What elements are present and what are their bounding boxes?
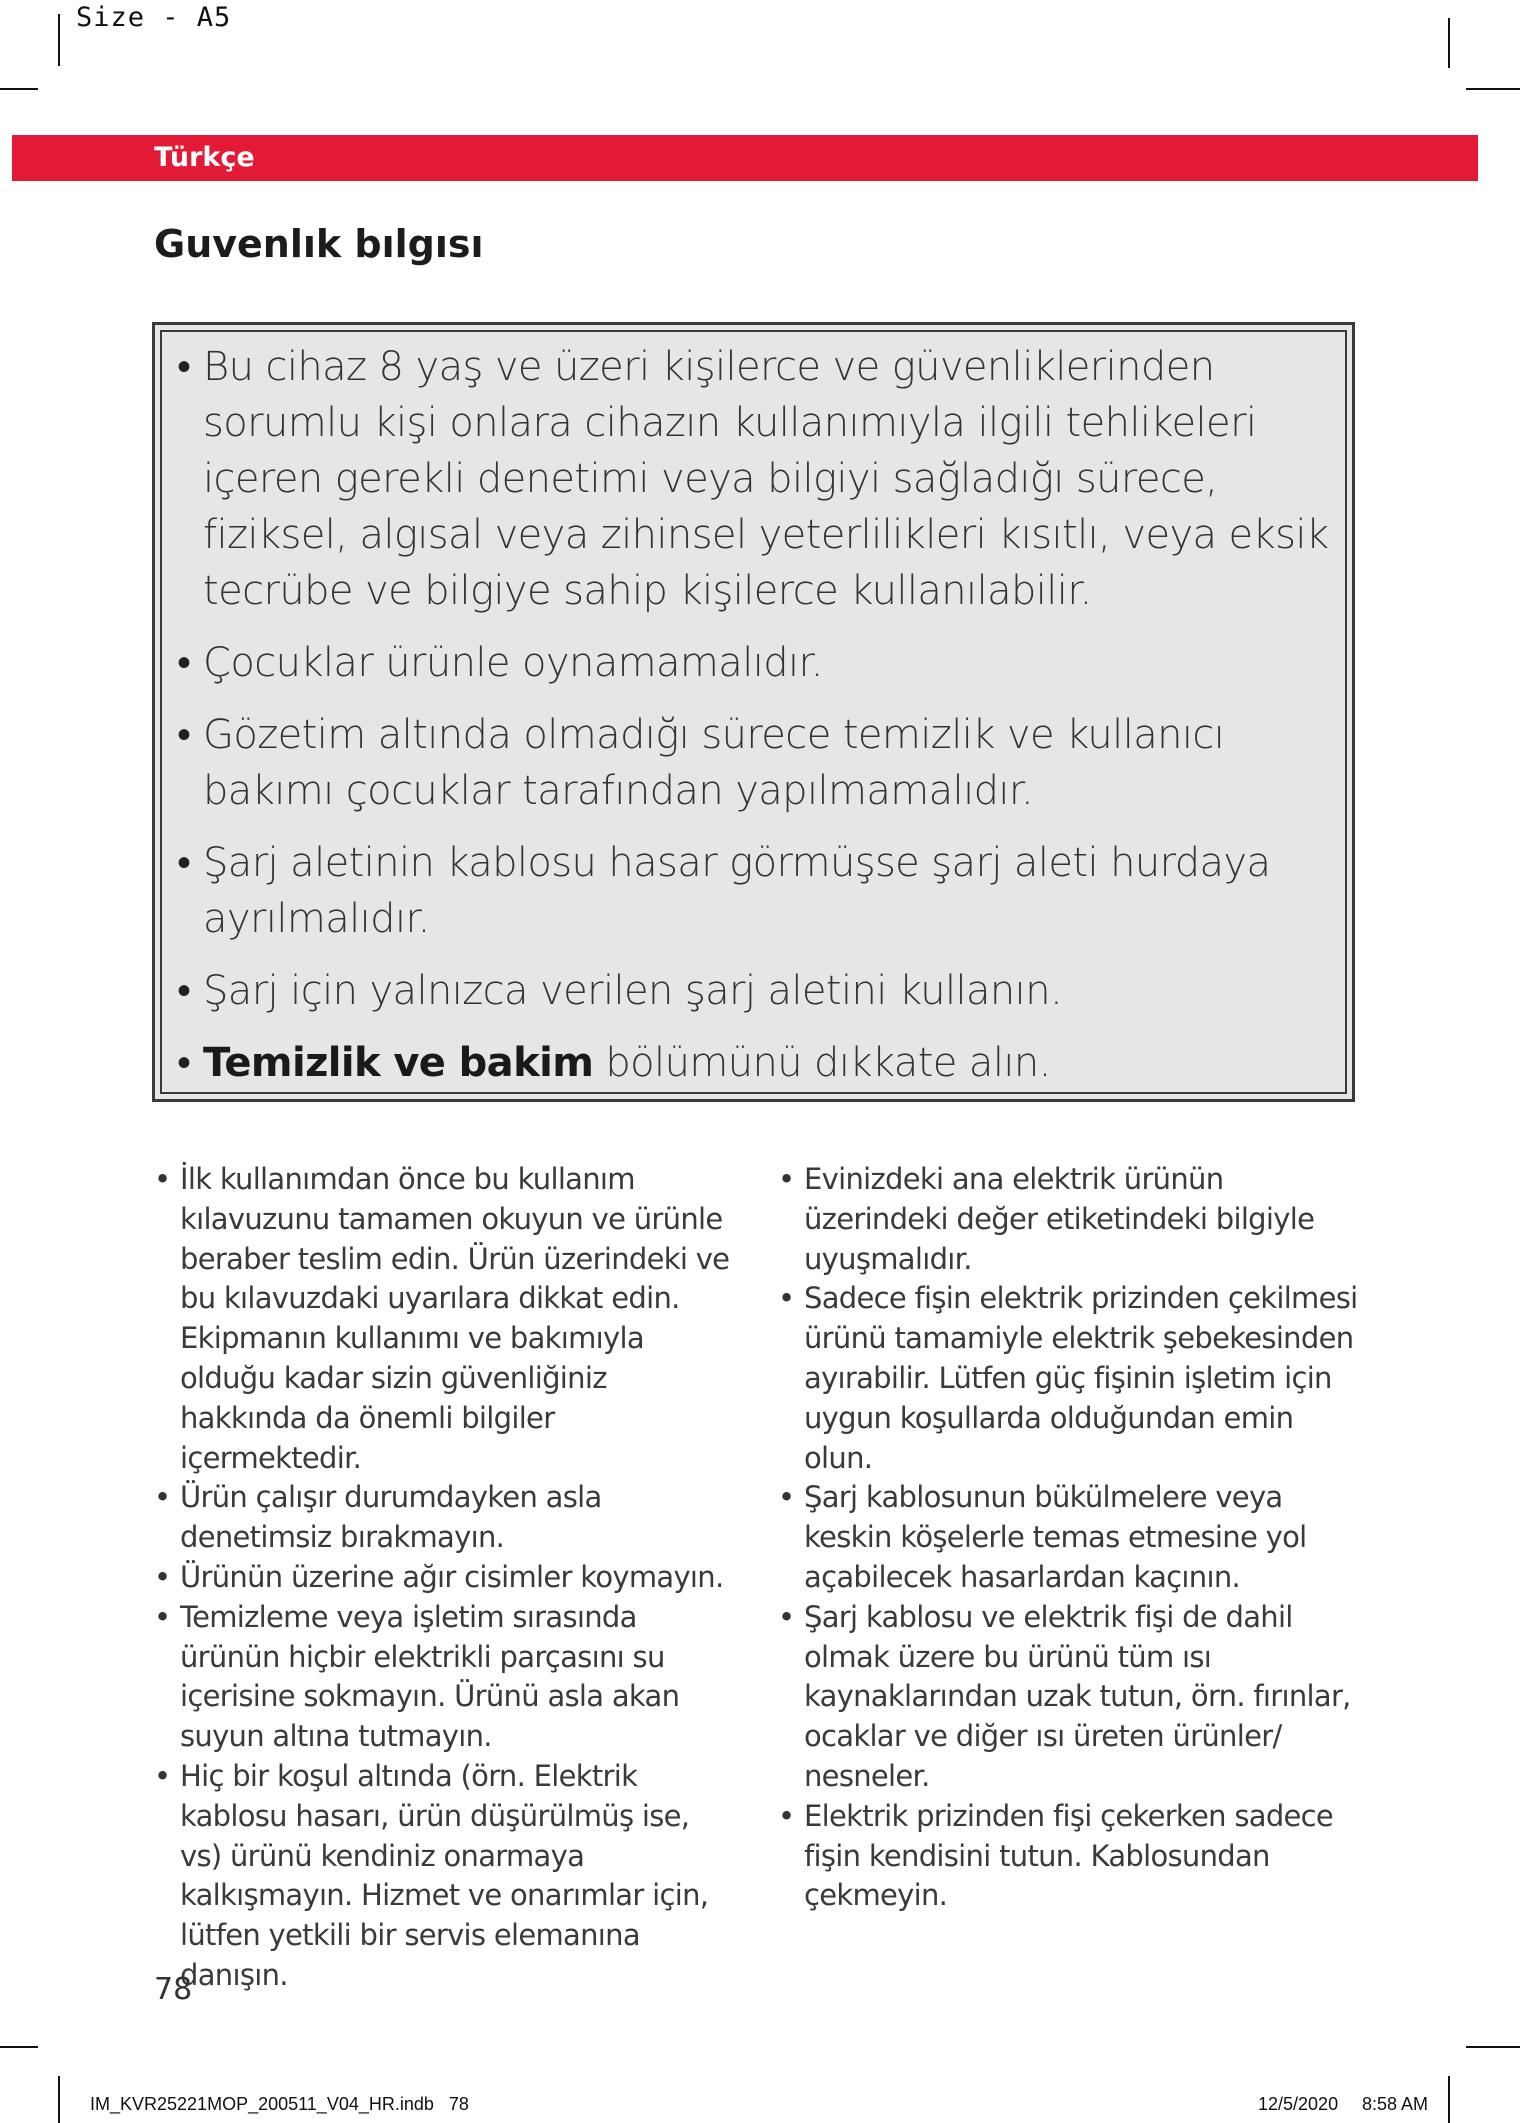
instruction-item: • İlk kullanımdan önce bu kullanım kılavuzunu tamamen okuyun ve ürünle beraber teslim edin. Ürün üzerindeki ve bu kılavuzdaki uyarılara dikkat edin. Ekipmanın kullanımı ve bakımıyla olduğu kadar sizin güvenliğiniz hakkında da önemli bilgiler içermektedir. — [154, 1160, 739, 1478]
warning-item: • Şarj aletinin kablosu hasar görmüşse şarj aleti hurdaya ayrılmalıdır. — [177, 835, 1332, 947]
crop-mark-bottom-left-vertical — [58, 2076, 60, 2123]
warning-item-last — [177, 1035, 1332, 1091]
crop-mark-top-left-vertical — [58, 14, 60, 66]
footer-time: 8:58 AM — [1362, 2094, 1429, 2114]
warning-item: • Bu cihaz 8 yaş ve üzeri kişilerce ve güvenliklerinden sorumlu kişi onlara cihazın kullanımıyla ilgili tehlikeleri içeren gerekli denetimi veya bilgiyi sağladığı sürece, fiziksel, algısal veya zihinsel yeterlilikleri kısıtlı, veya eksik tecrübe ve bilgiye sahip kişilerce kullanılabilir. — [177, 339, 1332, 619]
warning-item: • Gözetim altında olmadığı sürece temizlik ve kullanıcı bakımı çocuklar tarafından yapılmamalıdır. — [177, 707, 1332, 819]
instruction-item: • Sadece fişin elektrik prizinden çekilmesi ürünü tamamiyle elektrik şebekesinden ayırabilir. Lütfen güç fişinin işletim için uygun koşullarda olduğundan emin olun. — [778, 1279, 1363, 1478]
instruction-item: • Ürün çalışır durumdayken asla denetimsiz bırakmayın. — [154, 1478, 739, 1558]
left-instruction-column — [154, 1160, 739, 1996]
safety-warning-box — [152, 322, 1355, 1102]
instruction-item: • Ürünün üzerine ağır cisimler koymayın. — [154, 1558, 739, 1598]
crop-mark-bottom-right-vertical — [1448, 2076, 1450, 2123]
instruction-item: • Hiç bir koşul altında (örn. Elektrik kablosu hasarı, ürün düşürülmüş ise, vs) ürünü kendiniz onarmaya kalkışmayın. Hizmet ve onarımlar için, lütfen yetkili bir servis elemanına danışın. — [154, 1757, 739, 1996]
language-band — [12, 135, 1478, 181]
crop-mark-bottom-right-horizontal — [1466, 2046, 1520, 2048]
instruction-item: • Şarj kablosu ve elektrik fişi de dahil olmak üzere bu ürünü tüm ısı kaynaklarından uzak tutun, örn. fırınlar, ocaklar ve diğer ısı üreten ürünler/ nesneler. — [778, 1598, 1363, 1797]
page-number: 78 — [154, 1972, 193, 2007]
footer-date: 12/5/2020 — [1258, 2094, 1339, 2114]
instruction-item: • Temizleme veya işletim sırasında ürünün hiçbir elektrikli parçasını su içerisine sokmayın. Ürünü asla akan suyun altına tutmayın. — [154, 1598, 739, 1757]
warning-item-bold-ref: Temizlik ve bakim — [203, 1040, 594, 1086]
instruction-item: • Evinizdeki ana elektrik ürünün üzerindeki değer etiketindeki bilgiyle uyuşmalıdır. — [778, 1160, 1363, 1279]
instruction-item: • Elektrik prizinden fişi çekerken sadece fişin kendisini tutun. Kablosundan çekmeyin. — [778, 1797, 1363, 1916]
crop-mark-top-left-horizontal — [0, 88, 38, 90]
crop-mark-bottom-left-horizontal — [0, 2046, 38, 2048]
right-instruction-column — [778, 1160, 1363, 1916]
section-title: Guvenlık bılgısı — [154, 222, 484, 266]
instruction-item: • Şarj kablosunun bükülmelere veya keskin köşelerle temas etmesine yol açabilecek hasarlardan kaçının. — [778, 1478, 1363, 1597]
page-size-label: Size - A5 — [76, 2, 232, 33]
footer-file-name: IM_KVR25221MOP_200511_V04_HR.indb 78 — [90, 2094, 469, 2114]
warning-list — [177, 339, 1332, 1107]
warning-item: • Şarj için yalnızca verilen şarj aletini kullanın. — [177, 963, 1332, 1019]
crop-mark-top-right-vertical — [1448, 18, 1450, 68]
warning-item: • Çocuklar ürünle oynamamalıdır. — [177, 635, 1332, 691]
crop-mark-top-right-horizontal — [1466, 88, 1520, 90]
language-label: Türkçe — [154, 142, 255, 173]
warning-item-rest: bölümünü dıkkate alın. — [593, 1040, 1051, 1086]
